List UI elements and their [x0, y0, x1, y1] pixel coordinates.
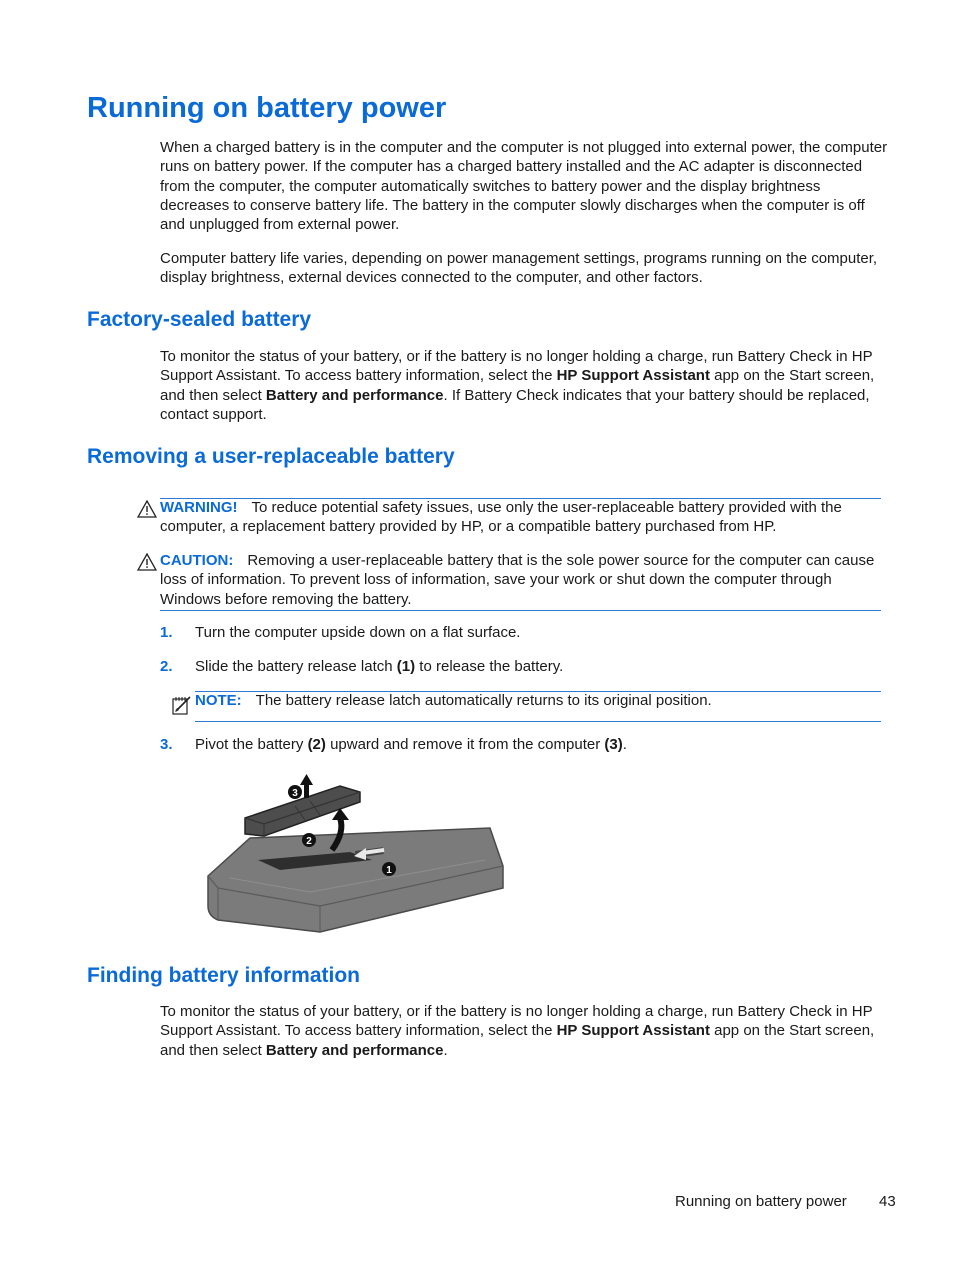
- caution-bottom-rule: [160, 610, 881, 611]
- caution-label: CAUTION:: [160, 552, 234, 569]
- callout-2: 2: [306, 836, 312, 847]
- finding-bold-1: HP Support Assistant: [556, 1022, 710, 1040]
- factory-bold-2: Battery and performance: [265, 386, 444, 404]
- note-label: NOTE:: [195, 692, 242, 709]
- finding-text-2: app on the Start screen, and then select: [160, 1022, 875, 1059]
- callout-3: 3: [292, 788, 298, 799]
- step-1-number: 1.: [160, 624, 173, 641]
- note-notice: [195, 691, 885, 710]
- factory-text-1: To monitor the status of your battery, or if the battery is no longer holding a charge, run Battery Check in HP Support Assistant. To access battery information, select the: [160, 348, 873, 385]
- warning-icon: [137, 500, 157, 518]
- step-2-text: [195, 657, 885, 676]
- step-2-number: 2.: [160, 658, 173, 675]
- finding-text-1: To monitor the status of your battery, or if the battery is no longer holding a charge, run Battery Check in HP Support Assistant. To access battery information, select the: [160, 1003, 873, 1040]
- finding-bold-2: Battery and performance: [265, 1041, 444, 1059]
- step-3-text: [195, 735, 885, 754]
- factory-paragraph: [160, 347, 890, 424]
- step-3-text-3: .: [622, 736, 627, 753]
- caution-notice: [160, 551, 885, 609]
- section-heading-factory-sealed: Factory-sealed battery: [87, 308, 312, 331]
- intro-paragraph-2: Computer battery life varies, depending on power management settings, programs running on the computer, display brightness, external devices connected to the computer, and other factors.: [160, 250, 878, 287]
- warning-label: WARNING!: [160, 499, 238, 516]
- warning-notice: [160, 498, 885, 537]
- factory-text-2: app on the Start screen, and then select: [160, 367, 875, 404]
- finding-paragraph: [160, 1002, 890, 1060]
- warning-text: To reduce potential safety issues, use only the user-replaceable battery provided with the computer, a replacement battery provided by HP, or a compatible battery purchased from HP.: [160, 499, 842, 536]
- step-3-bold-1: (2): [307, 736, 326, 753]
- factory-bold-1: HP Support Assistant: [556, 367, 710, 385]
- battery-removal-illustration: [200, 768, 510, 938]
- step-1-text: Turn the computer upside down on a flat surface.: [195, 624, 521, 641]
- step-3-bold-2: (3): [604, 736, 623, 753]
- caution-icon: [137, 553, 157, 571]
- intro-paragraph-1: When a charged battery is in the computer and the computer is not plugged into external power, the computer runs on battery power. If the computer has a charged battery installed and the AC adapter is disconnected from the computer, the computer automatically switches to battery power and the display brightness decreases to conserve battery life. The battery in the computer slowly discharges when the computer is off and unplugged from external power.: [160, 139, 888, 234]
- factory-text-3: . If Battery Check indicates that your battery should be replaced, contact support.: [160, 386, 870, 423]
- step-2-text-2: to release the battery.: [415, 658, 564, 675]
- page-number: 43: [879, 1193, 896, 1210]
- step-3-text-2: upward and remove it from the computer: [325, 736, 605, 753]
- caution-text: Removing a user-replaceable battery that is the sole power source for the computer can cause loss of information. To prevent loss of information, save your work or shut down the computer through Windows before removing the battery.: [160, 552, 875, 608]
- section-heading-removing: Removing a user-replaceable battery: [87, 445, 455, 468]
- step-3-text-1: Pivot the battery: [195, 736, 308, 753]
- step-2-text-1: Slide the battery release latch: [195, 658, 397, 675]
- step-2-bold-1: (1): [396, 658, 416, 675]
- note-text: The battery release latch automatically returns to its original position.: [255, 692, 712, 709]
- page-title: Running on battery power: [87, 92, 447, 124]
- section-heading-finding: Finding battery information: [87, 964, 360, 987]
- footer-section-title: Running on battery power: [675, 1193, 847, 1210]
- note-bottom-rule: [195, 721, 881, 722]
- callout-1: 1: [386, 865, 392, 876]
- note-icon: [171, 694, 193, 716]
- finding-text-3: .: [443, 1041, 448, 1059]
- step-3-number: 3.: [160, 736, 173, 753]
